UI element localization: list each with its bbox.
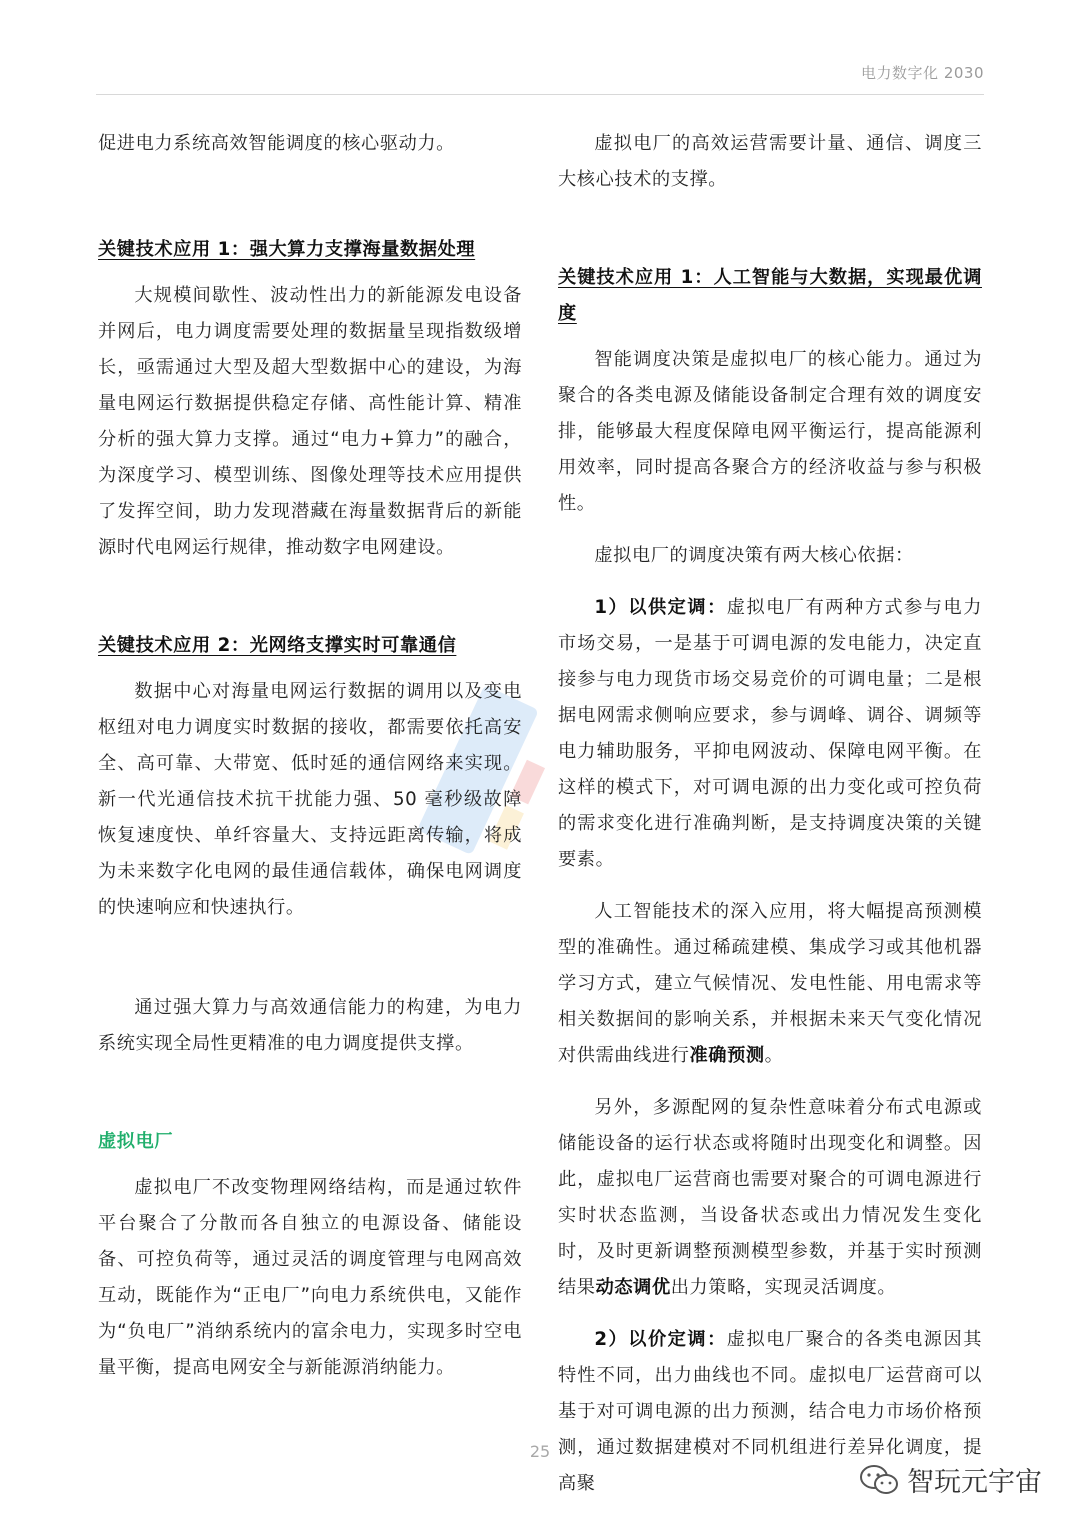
header-divider (96, 94, 984, 95)
brand-badge (859, 1460, 1042, 1499)
section-heading: 关键技术应用 1：人工智能与大数据，实现最优调度 (558, 267, 982, 324)
bold-lead: 2）以价定调： (594, 1329, 727, 1350)
section-heading: 关键技术应用 2：光网络支撑实时可靠通信 (98, 635, 457, 656)
bold-lead: 1）以供定调： (594, 597, 727, 618)
page-number: 25 (529, 1442, 551, 1461)
brand-name: 智玩元宇宙 (907, 1467, 1042, 1498)
paragraph: 大规模间歇性、波动性出力的新能源发电设备并网后，电力调度需要处理的数据量呈现指数级增长，亟需通过大型及超大型数据中心的建设，为海量电网运行数据提供稳定存储、高性能计算、精准分析的强大算力支撑。通过“电力+算力”的融合，为深度学习、模型训练、图像处理等技术应用提供了发挥空间，助力发现潜藏在海量数据背后的新能源时代电网运行规律，推动数字电网建设。 (98, 285, 522, 558)
paragraph (558, 1090, 982, 1306)
text: 人工智能技术的深入应用，将大幅提高预测模型的准确性。通过稀疏建模、集成学习或其他机器学习方式，建立气候情况、发电性能、用电需求等相关数据间的影响关系，并根据未来天气变化情况对供需曲线进行 (558, 901, 982, 1066)
bold-text: 动态调优 (595, 1277, 671, 1298)
right-column (558, 126, 982, 1502)
wechat-icon (859, 1463, 899, 1497)
paragraph: 虚拟电厂的高效运营需要计量、通信、调度三大核心技术的支撑。 (558, 133, 982, 190)
header-title: 电力数字化 2030 (861, 64, 984, 82)
paragraph: 数据中心对海量电网运行数据的调用以及变电枢纽对电力调度实时数据的接收，都需要依托高安全、高可靠、大带宽、低时延的通信网络来实现。新一代光通信技术抗干扰能力强、50 毫秒级故障恢复速度快、单纤容量大、支持远距离传输，将成为未来数字化电网的最佳通信载体，确保电网调度的快速响应和快速执行。 (98, 681, 522, 918)
text: 出力策略，实现灵活调度。 (670, 1277, 897, 1298)
text: 。 (764, 1045, 784, 1066)
text: 虚拟电厂聚合的各类电源因其特性不同，出力曲线也不同。虚拟电厂运营商可以基于对可调电源的出力预测，结合电力市场价格预测，通过数据建模对不同机组进行差异化调度，提高聚 (558, 1329, 982, 1494)
paragraph: 通过强大算力与高效通信能力的构建，为电力系统实现全局性更精准的电力调度提供支撑。 (98, 997, 522, 1054)
paragraph: 智能调度决策是虚拟电厂的核心能力。通过为聚合的各类电源及储能设备制定合理有效的调度安排，能够最大程度保障电网平衡运行，提高能源利用效率，同时提高各聚合方的经济收益与参与积极性。 (558, 349, 982, 514)
left-column (98, 126, 522, 1386)
bold-text: 准确预测 (689, 1045, 765, 1066)
paragraph: 虚拟电厂不改变物理网络结构，而是通过软件平台聚合了分散而各自独立的电源设备、储能设备、可控负荷等，通过灵活的调度管理与电网高效互动，既能作为“正电厂”向电力系统供电，又能作为“负电厂”消纳系统内的富余电力，实现多时空电量平衡，提高电网安全与新能源消纳能力。 (98, 1177, 522, 1378)
paragraph (558, 894, 982, 1074)
section-heading: 关键技术应用 1：强大算力支撑海量数据处理 (98, 239, 476, 260)
text: 虚拟电厂有两种方式参与电力市场交易，一是基于可调电源的发电能力，决定直接参与电力现货市场交易竞价的可调电量；二是根据电网需求侧响应要求，参与调峰、调谷、调频等电力辅助服务，平抑电网波动、保障电网平衡。在这样的模式下，对可调电源的出力变化或可控负荷的需求变化进行准确判断，是支持调度决策的关键要素。 (558, 597, 982, 870)
section-heading-green: 虚拟电厂 (98, 1131, 174, 1152)
paragraph: 促进电力系统高效智能调度的核心驱动力。 (98, 133, 455, 154)
paragraph: 虚拟电厂的调度决策有两大核心依据： (594, 545, 914, 566)
paragraph (558, 590, 982, 878)
text: 另外，多源配网的复杂性意味着分布式电源或储能设备的运行状态或将随时出现变化和调整。因此，虚拟电厂运营商也需要对聚合的可调电源进行实时状态监测，当设备状态或出力情况发生变化时，及时更新调整预测模型参数，并基于实时预测结果 (558, 1097, 982, 1298)
